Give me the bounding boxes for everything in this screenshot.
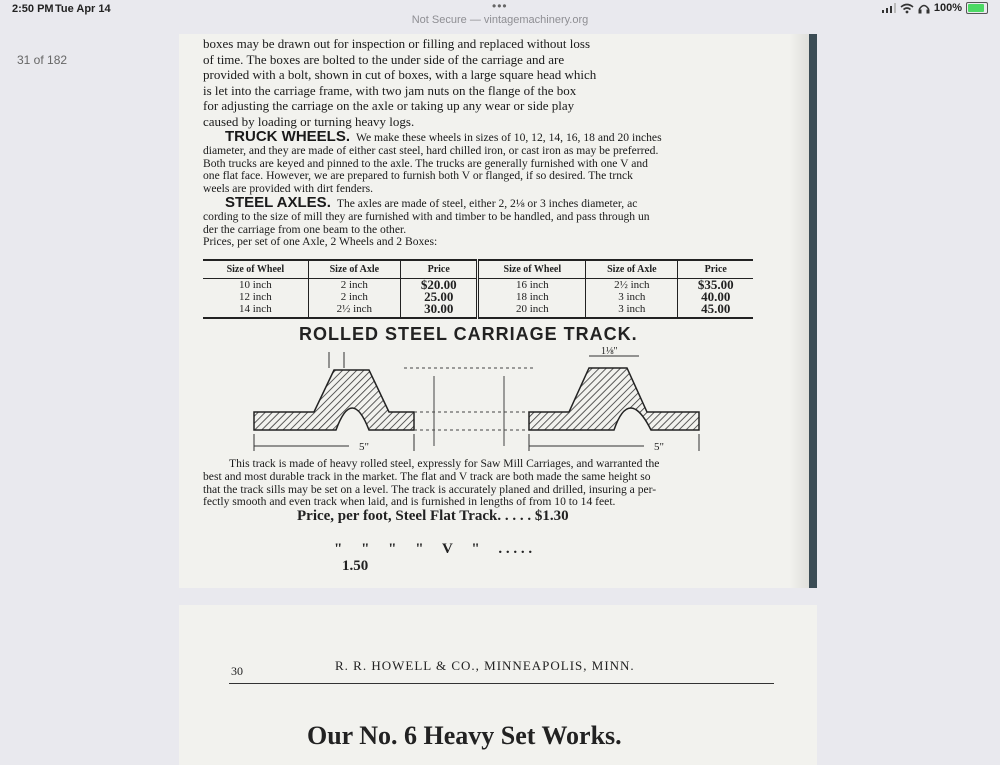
v-track-profile xyxy=(529,368,699,430)
address-bar[interactable] xyxy=(0,14,1000,32)
text-line: is let into the carriage frame, with two jam nuts on the flange of the box xyxy=(203,82,577,98)
text-line: for adjusting the carriage on the axle or taking up any wear or side play xyxy=(203,98,575,113)
text-line: The axles are made of steel, either 2, 2⅛ or 3 inches diameter, ac xyxy=(336,197,638,210)
column-header: Price xyxy=(400,260,478,279)
table-cell: 3 inch xyxy=(586,291,678,303)
page-counter: 31 of 182 xyxy=(17,53,68,67)
price-table xyxy=(203,259,753,319)
v-track-price-line xyxy=(319,524,532,588)
url-domain: vintagemachinery.org xyxy=(483,14,589,26)
security-label: Not Secure xyxy=(411,14,467,26)
flat-track-price: $1.30 xyxy=(534,508,569,524)
url-separator: — xyxy=(469,14,481,26)
table-cell: 3 inch xyxy=(586,303,678,318)
status-indicators xyxy=(882,2,988,14)
table-cell: 18 inch xyxy=(478,291,586,303)
text-line: one flat face. However, we are prepared to furnish both V or flanged, if so desired. The trnck xyxy=(203,169,633,183)
truck-wheels-heading: TRUCK WHEELS. xyxy=(225,128,350,145)
page-gutter-shadow xyxy=(789,34,809,588)
table-cell: 2 inch xyxy=(308,279,400,292)
column-header: Size of Wheel xyxy=(478,260,586,279)
battery-icon xyxy=(966,2,988,14)
flat-track-price-line xyxy=(297,508,569,525)
cellular-signal-icon xyxy=(882,3,896,13)
text-line: of time. The boxes are bolted to the under side of the carriage and are xyxy=(203,51,565,67)
text-line: This track is made of heavy rolled steel, expressly for Saw Mill Carriages, and warranted the xyxy=(229,457,660,470)
table-cell: $35.00 xyxy=(678,279,753,292)
v-track-price: 1.50 xyxy=(342,558,369,574)
table-cell: $20.00 xyxy=(400,279,478,292)
text-line: provided with a bolt, shown in cut of boxes, with a large square head which xyxy=(203,67,597,82)
table-cell: 16 inch xyxy=(478,279,586,292)
table-row xyxy=(203,279,753,292)
page-header-company: R. R. HOWELL & CO., MINNEAPOLIS, MINN. xyxy=(335,658,635,673)
table-header-row xyxy=(203,260,753,279)
column-header: Size of Wheel xyxy=(203,260,308,279)
column-header: Size of Axle xyxy=(586,260,678,279)
header-rule xyxy=(229,683,774,684)
text-line: Both trucks are keyed and pinned to the axle. The trucks are generally furnished with one V and xyxy=(203,156,648,170)
text-line: best and most durable track in the market. The flat and V track are both made the same height so xyxy=(203,469,651,483)
status-time: 2:50 PM xyxy=(12,3,54,15)
column-header: Size of Axle xyxy=(308,260,400,279)
tab-overview-dots[interactable]: ••• xyxy=(492,0,508,13)
flat-track-profile xyxy=(254,370,414,430)
text-line: caused by loading or turning heavy logs. xyxy=(203,113,415,129)
table-row xyxy=(203,291,753,303)
wifi-icon xyxy=(900,3,914,14)
page-binding xyxy=(809,34,817,588)
prices-caption: Prices, per set of one Axle, 2 Wheels and 2 Boxes: xyxy=(203,235,438,249)
text-line: boxes may be drawn out for inspection or filling and replaced without loss xyxy=(203,36,591,51)
battery-percent: 100% xyxy=(933,2,962,14)
next-document-page xyxy=(179,605,817,765)
v-track-price-label: " " " " V " . . . . . xyxy=(334,541,533,557)
track-description xyxy=(203,458,763,509)
table-cell: 20 inch xyxy=(478,303,586,318)
document-page xyxy=(179,34,817,588)
next-section-title: Our No. 6 Heavy Set Works. xyxy=(307,721,622,750)
steel-axles-paragraph xyxy=(203,194,763,249)
left-width-dimension: 5" xyxy=(359,441,369,453)
track-profile-diagram xyxy=(239,346,739,458)
table-row xyxy=(203,303,753,318)
steel-axles-heading: STEEL AXLES. xyxy=(225,194,331,211)
headphones-icon xyxy=(918,3,930,14)
table-cell: 30.00 xyxy=(400,303,478,318)
track-section-title: ROLLED STEEL CARRIAGE TRACK. xyxy=(299,324,638,344)
table-cell: 12 inch xyxy=(239,291,272,303)
table-cell: 2½ inch xyxy=(586,279,678,292)
column-header: Price xyxy=(678,260,753,279)
table-cell: 14 inch xyxy=(203,303,308,318)
text-line: We make these wheels in sizes of 10, 12, 14, 16, 18 and 20 inches xyxy=(356,131,662,144)
battery-level xyxy=(968,4,984,12)
table-cell: 10 inch xyxy=(239,279,272,291)
text-line: weels are provided with dirt fenders. xyxy=(203,182,373,196)
page-number: 30 xyxy=(231,664,243,678)
status-date: Tue Apr 14 xyxy=(55,3,111,15)
table-cell: 40.00 xyxy=(678,291,753,303)
intro-paragraph xyxy=(203,36,763,129)
text-line: der the carriage from one beam to the other. xyxy=(203,222,407,236)
top-width-dimension: 1⅛" xyxy=(601,346,618,357)
table-cell: 2 inch xyxy=(308,291,400,303)
table-cell: 25.00 xyxy=(400,291,478,303)
flat-track-price-label: Price, per foot, Steel Flat Track. . . . . xyxy=(297,508,532,524)
right-width-dimension: 5" xyxy=(654,441,664,453)
text-line: that the track sills may be set on a level. The track is accurately planed and drilled, insuring a per- xyxy=(203,482,657,496)
text-line: fectly smooth and even track when laid, and is furnished in lengths of from 10 to 14 feet. xyxy=(203,495,616,509)
text-line: diameter, and they are made of either cast steel, hard chilled iron, or cast iron as may be preferred. xyxy=(203,143,659,157)
table-cell: 2½ inch xyxy=(308,303,400,318)
truck-wheels-paragraph xyxy=(203,128,763,196)
table-cell: 45.00 xyxy=(678,303,753,318)
text-line: cording to the size of mill they are furnished with and timber to be handled, and pass through un xyxy=(203,209,650,223)
